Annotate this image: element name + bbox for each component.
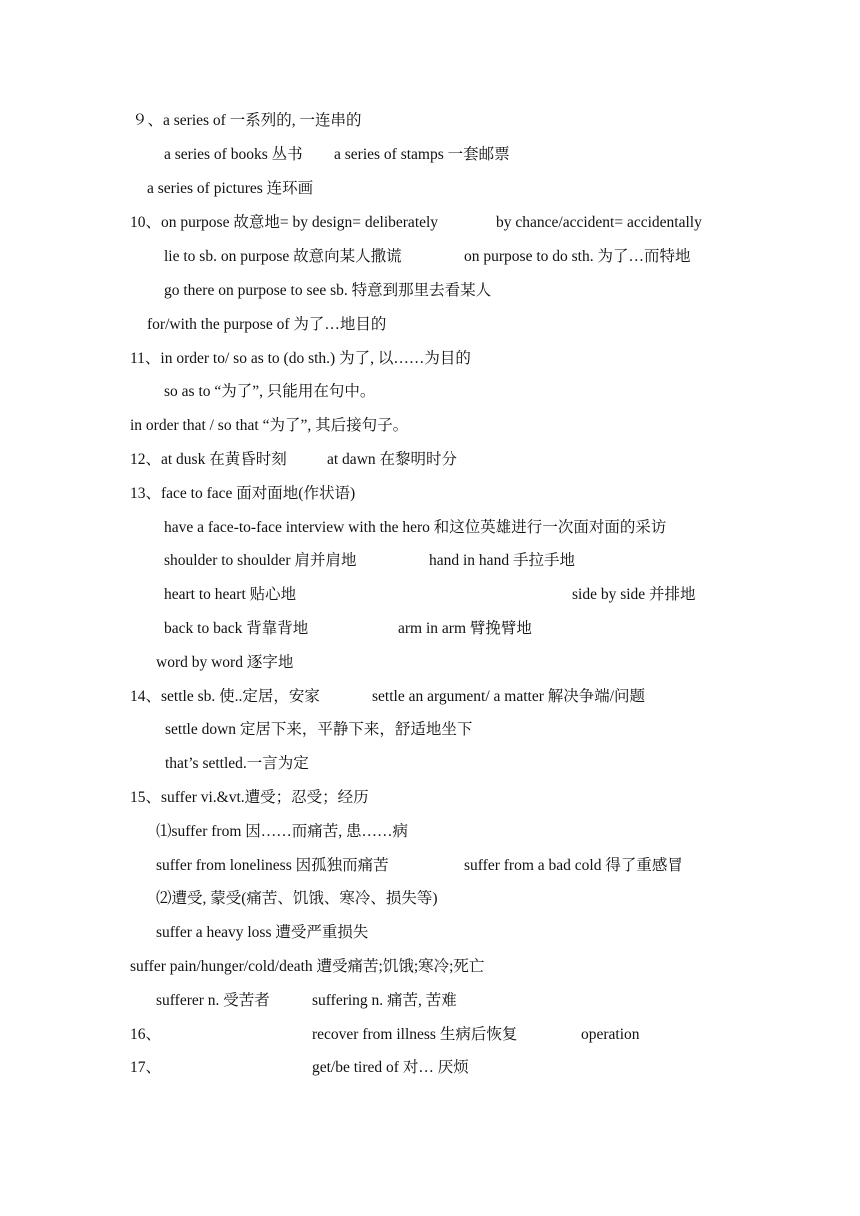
- line-15: 15、suffer vi.&vt.遭受；忍受；经历: [130, 789, 369, 806]
- line-15d: suffer a heavy loss 遭受严重损失: [156, 924, 369, 941]
- line-11a: so as to “为了”, 只能用在句中。: [164, 383, 376, 400]
- line-13a: have a face-to-face interview with the hero 和这位英雄进行一次面对面的采访: [164, 519, 667, 536]
- line-13e: word by word 逐字地: [156, 654, 294, 671]
- line-15a: ⑴suffer from 因……而痛苦, 患……病: [156, 823, 408, 840]
- line-15c: ⑵遭受, 蒙受(痛苦、饥饿、寒冷、损失等): [156, 890, 438, 907]
- line-14b: that’s settled.一言为定: [165, 755, 309, 772]
- line-14a: settle down 定居下来，平静下来，舒适地坐下: [165, 721, 473, 738]
- line-11: 11、in order to/ so as to (do sth.) 为了, 以……为目的: [130, 350, 471, 367]
- line-9: ９、a series of 一系列的, 一连串的: [132, 112, 362, 129]
- line-10b: go there on purpose to see sb. 特意到那里去看某人: [164, 282, 492, 299]
- line-15e: suffer pain/hunger/cold/death 遭受痛苦;饥饿;寒冷;死亡: [130, 958, 485, 975]
- document-page: ９、a series of 一系列的, 一连串的 a series of books 丛书 a series of stamps 一套邮票 a series of pictures 连环画 10、on purpose 故意地= by design= deliberately by chance/accident= accidentally lie to sb. on purpose 故意向某人撒谎 on purpose to do sth. 为了…而特地 go there on purpose to see sb. 特意到那里去看某人 for/with the purpose of 为了…地目的 11、in order to/ so as to (do sth.) 为了, 以……为目的 so as to “为了”, 只能用在句中。 in order that / so that “为了”, 其后接句子。 12、at dusk 在黄昏时刻 at dawn 在黎明时分 13、face to face 面对面地(作状语) have a face-to-face interview with the hero 和这位英雄进行一次面对面的采访 shoulder to shoulder 肩并肩地 hand in hand 手拉手地 heart to heart 贴心地 side by side 并排地 back to back 背靠背地 arm in arm 臂挽臂地 word by word 逐字地 14、settle sb. 使..定居，安家 settle an argument/ a matter 解决争端/问题 settle down 定居下来，平静下来，舒适地坐下 that’s settled.一言为定 15、suffer vi.&vt.遭受；忍受；经历 ⑴suffer from 因……而痛苦, 患……病 suffer from loneliness 因孤独而痛苦 suffer from a bad cold 得了重感冒 ⑵遭受, 蒙受(痛苦、饥饿、寒冷、损失等) suffer a heavy loss 遭受严重损失 suffer pain/hunger/cold/death 遭受痛苦;饥饿;寒冷;死亡 sufferer n. 受苦者 suffering n. 痛苦, 苦难 16、 recover from illness 生病后恢复 operation 17、 get/be tired of 对… 厌烦: [130, 112, 702, 1076]
- line-9b: a series of pictures 连环画: [147, 180, 314, 197]
- line-11b: in order that / so that “为了”, 其后接句子。: [130, 417, 409, 434]
- line-13: 13、face to face 面对面地(作状语): [130, 485, 356, 502]
- line-10c: for/with the purpose of 为了…地目的: [147, 316, 387, 333]
